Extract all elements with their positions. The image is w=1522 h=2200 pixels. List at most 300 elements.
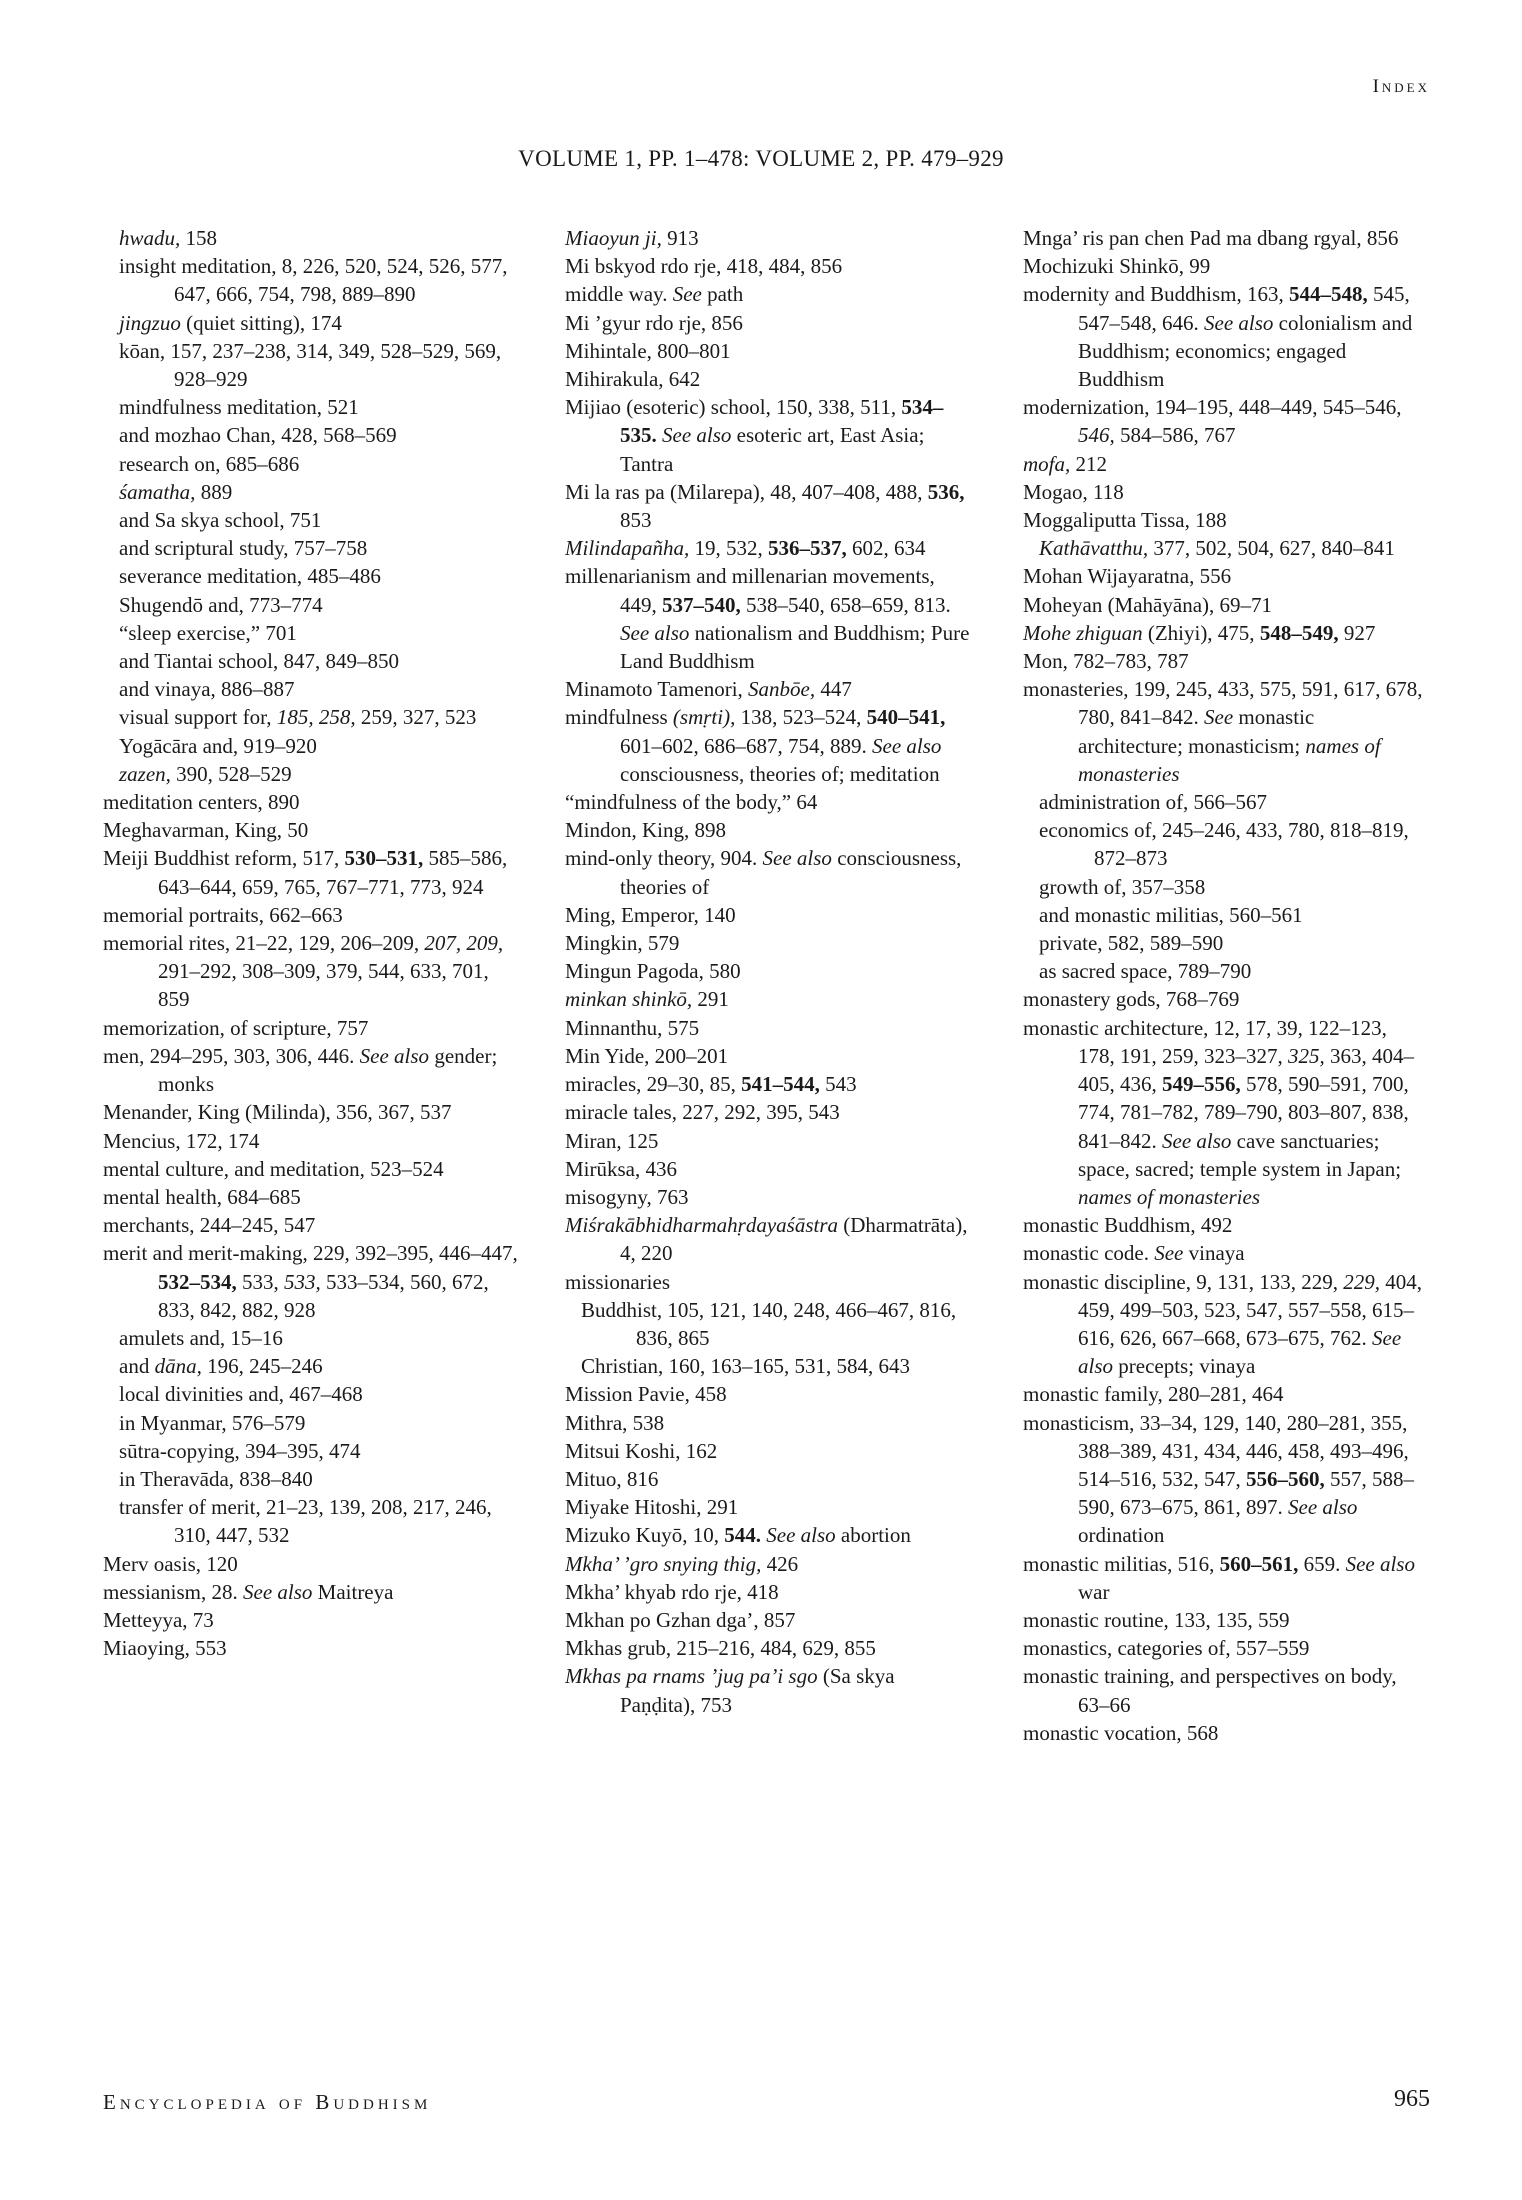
index-text: 185, 258, — [276, 705, 356, 730]
index-text: monastic discipline, 9, 131, 133, 229, — [1023, 1269, 1344, 1294]
index-entry — [1023, 675, 1423, 788]
index-text: Moggaliputta Tissa, 188 — [1023, 508, 1227, 533]
index-text: monastic routine, 133, 135, 559 — [1023, 1607, 1290, 1632]
index-entry — [1023, 1662, 1423, 1718]
index-text: 889 — [195, 479, 233, 504]
index-text: 544–548, — [1289, 282, 1368, 307]
index-text: 601–602, 686–687, 754, 889. — [620, 733, 872, 758]
index-entry — [1023, 985, 1423, 1013]
index-entry — [565, 224, 975, 252]
index-text: Mithra, 538 — [565, 1410, 665, 1435]
index-entry — [565, 1521, 975, 1549]
index-entry — [1023, 1634, 1423, 1662]
index-text: severance meditation, 485–486 — [119, 564, 381, 589]
index-subentry — [103, 619, 523, 647]
index-text: Mirūksa, 436 — [565, 1156, 677, 1181]
index-text: Yogācāra and, 919–920 — [119, 733, 317, 758]
index-text: monastic code. — [1023, 1241, 1155, 1266]
index-text: See also — [1345, 1551, 1415, 1576]
index-text: Mochizuki Shinkō, 99 — [1023, 254, 1211, 279]
index-text: mindfulness meditation, 521 — [119, 395, 359, 420]
index-subentry — [1023, 788, 1423, 816]
index-text: precepts; vinaya — [1113, 1354, 1256, 1379]
index-text: 19, 532, — [689, 536, 768, 561]
index-text: (quiet sitting), 174 — [180, 310, 342, 335]
index-text: growth of, 357–358 — [1039, 874, 1206, 899]
index-entry — [565, 534, 975, 562]
index-entry — [103, 929, 523, 1014]
index-entry — [1023, 619, 1423, 647]
index-entry — [103, 816, 523, 844]
index-text: consciousness, theories of; meditation — [620, 761, 940, 786]
index-text: 546, — [1078, 423, 1115, 448]
index-text: Mituo, 816 — [565, 1466, 659, 1491]
index-text: Mihintale, 800–801 — [565, 338, 731, 363]
index-text: 196, 245–246 — [201, 1354, 323, 1379]
index-entry — [565, 337, 975, 365]
index-entry — [103, 1183, 523, 1211]
index-text: 404, 459, 499–503, 523, 547, 557–558, 615–616, 626, 667–668, 673–675, 762. — [1078, 1269, 1422, 1350]
index-subentry — [103, 591, 523, 619]
index-entry — [565, 1070, 975, 1098]
index-entry — [103, 901, 523, 929]
index-entry — [565, 1437, 975, 1465]
index-entry — [565, 1183, 975, 1211]
index-text: Meiji Buddhist reform, 517, — [103, 846, 345, 871]
index-subentry — [103, 1380, 523, 1408]
index-entry — [1023, 450, 1423, 478]
index-text: transfer of merit, 21–23, 139, 208, 217, 246, 310, 447, 532 — [119, 1495, 492, 1548]
index-text: economics of, 245–246, 433, 780, 818–819, 872–873 — [1039, 818, 1409, 871]
index-entry — [103, 1634, 523, 1662]
index-subentry — [565, 1352, 975, 1380]
index-text: 533–534, 560, 672, 833, 842, 882, 928 — [158, 1269, 489, 1322]
index-text: messianism, 28. — [103, 1579, 243, 1604]
index-text: memorial rites, 21–22, 129, 206–209, — [103, 931, 425, 956]
index-text: Mohan Wijayaratna, 556 — [1023, 564, 1232, 589]
index-text: Ming, Emperor, 140 — [565, 902, 736, 927]
index-text: abortion — [835, 1523, 911, 1548]
index-text: sūtra-copying, 394–395, 474 — [119, 1438, 361, 1463]
index-text: Menander, King (Milinda), 356, 367, 537 — [103, 1100, 452, 1125]
index-text: kōan, 157, 237–238, 314, 349, 528–529, 569, 928–929 — [119, 338, 502, 392]
index-text: 533, — [236, 1269, 284, 1294]
index-entry — [103, 1155, 523, 1183]
index-entry — [565, 1042, 975, 1070]
index-text: ordination — [1078, 1523, 1165, 1548]
index-entry — [1023, 647, 1423, 675]
index-text: dāna, — [154, 1354, 202, 1379]
index-text: 325, — [1288, 1043, 1325, 1068]
index-text: path — [701, 282, 744, 307]
index-text: esoteric art, East Asia; Tantra — [620, 423, 925, 476]
index-text: local divinities and, 467–468 — [119, 1382, 363, 1407]
index-entry — [1023, 393, 1423, 449]
index-text: 426 — [761, 1551, 799, 1576]
index-entry — [565, 1409, 975, 1437]
index-text: Miyake Hitoshi, 291 — [565, 1495, 739, 1520]
index-text: monastic Buddhism, 492 — [1023, 1213, 1233, 1238]
index-subentry — [103, 1409, 523, 1437]
index-text: See also — [1288, 1495, 1358, 1520]
index-text: monastic architecture, 12, 17, 39, 122–123, 178, 191, 259, 323–327, — [1023, 1015, 1387, 1068]
index-text: mindfulness — [565, 705, 673, 730]
index-text: monastic vocation, 568 — [1023, 1720, 1219, 1745]
index-text: Mkhas grub, 215–216, 484, 629, 855 — [565, 1636, 876, 1661]
index-text: (smṛti), — [672, 705, 736, 730]
index-text: See also — [243, 1579, 313, 1604]
running-head: Index — [1372, 76, 1430, 97]
index-entry — [565, 365, 975, 393]
index-text: insight meditation, 8, 226, 520, 524, 526, 577, 647, 666, 754, 798, 889–890 — [119, 254, 508, 307]
index-text: Shugendō and, 773–774 — [119, 592, 323, 617]
index-text: monastic training, and perspectives on body, 63–66 — [1023, 1664, 1397, 1717]
index-text: (Dharmatrāta), 4, 220 — [620, 1213, 968, 1266]
index-text: Mohe zhiguan — [1023, 620, 1143, 645]
index-entry — [565, 703, 975, 788]
index-text: 853 — [620, 508, 652, 533]
index-text: Metteyya, 73 — [103, 1607, 214, 1632]
index-text: 537–540, — [662, 592, 741, 617]
index-text: 447 — [815, 677, 852, 702]
index-text: mental health, 684–685 — [103, 1184, 301, 1209]
index-entry — [1023, 224, 1423, 252]
index-entry — [565, 1098, 975, 1126]
index-entry — [565, 957, 975, 985]
index-text: Mi bskyod rdo rje, 418, 484, 856 — [565, 254, 843, 279]
index-text: 544. — [724, 1523, 761, 1548]
index-subentry — [103, 224, 523, 252]
index-text: See also — [766, 1523, 836, 1548]
index-entry — [565, 562, 975, 675]
index-text: 533, — [284, 1269, 321, 1294]
index-text: See also — [762, 846, 832, 871]
index-entry — [103, 1127, 523, 1155]
index-text: “sleep exercise,” 701 — [119, 620, 297, 645]
index-text: and monastic militias, 560–561 — [1039, 902, 1303, 927]
index-text: miracles, 29–30, 85, — [565, 1072, 742, 1097]
index-text: cave sanctuaries; space, sacred; temple system in Japan; — [1078, 1128, 1402, 1181]
index-text: Maitreya — [312, 1579, 394, 1604]
index-text: minkan shinkō, — [565, 987, 693, 1012]
index-text: Meghavarman, King, 50 — [103, 818, 309, 843]
index-subentry — [103, 562, 523, 590]
index-subentry — [1023, 534, 1423, 562]
index-entry — [565, 1211, 975, 1267]
index-text: 158 — [180, 226, 218, 250]
index-text: śamatha, — [119, 479, 196, 504]
index-text: monasteries, 199, 245, 433, 575, 591, 617, 678, 780, 841–842. — [1023, 677, 1423, 730]
index-subentry — [103, 309, 523, 337]
index-entry — [103, 844, 523, 900]
index-subentry — [1023, 957, 1423, 985]
index-text: Mkhas pa rnams ’jug pa’i sgo — [565, 1664, 818, 1689]
index-text: Mon, 782–783, 787 — [1023, 649, 1189, 674]
index-entry — [103, 1042, 523, 1098]
index-text: 584–586, 767 — [1114, 423, 1236, 448]
index-text: Mi ’gyur rdo rje, 856 — [565, 310, 743, 335]
index-text: Milindapañha, — [565, 536, 690, 561]
index-text: Mkha’ khyab rdo rje, 418 — [565, 1579, 779, 1604]
index-entry — [1023, 591, 1423, 619]
index-text: 536–537, — [768, 536, 847, 561]
index-column-1 — [103, 224, 523, 1662]
index-subentry — [103, 506, 523, 534]
index-text: 602, 634 — [846, 536, 926, 561]
index-text: miracle tales, 227, 292, 395, 543 — [565, 1100, 840, 1125]
index-entry — [1023, 1239, 1423, 1267]
index-subentry — [103, 534, 523, 562]
index-entry — [565, 1606, 975, 1634]
index-text: consciousness, theories of — [620, 846, 962, 899]
index-entry — [565, 1465, 975, 1493]
index-text: as sacred space, 789–790 — [1039, 959, 1252, 984]
index-subentry — [103, 760, 523, 788]
index-entry — [565, 252, 975, 280]
index-text: 138, 523–524, — [735, 705, 867, 730]
index-text: 557, 588–590, 673–675, 861, 897. — [1078, 1466, 1414, 1520]
index-text: 212 — [1070, 451, 1107, 476]
index-subentry — [103, 1493, 523, 1549]
index-text: 543 — [819, 1072, 857, 1097]
index-text: 541–544, — [741, 1072, 820, 1097]
index-text: Mizuko Kuyō, 10, — [565, 1523, 725, 1548]
index-text: Mission Pavie, 458 — [565, 1382, 727, 1407]
index-text: 536, — [927, 479, 965, 504]
index-text: gender; monks — [158, 1043, 498, 1097]
index-text: Mihirakula, 642 — [565, 367, 701, 392]
index-text: 585–586, 643–644, 659, 765, 767–771, 773, 924 — [158, 846, 508, 899]
index-text: See — [1204, 705, 1234, 730]
index-text: mental culture, and meditation, 523–524 — [103, 1156, 444, 1181]
index-entry — [565, 901, 975, 929]
index-text: 377, 502, 504, 627, 840–841 — [1148, 536, 1395, 561]
index-entry — [1023, 506, 1423, 534]
index-subentry — [103, 1324, 523, 1352]
index-entry — [565, 1155, 975, 1183]
index-subentry — [103, 450, 523, 478]
index-text: 556–560, — [1246, 1466, 1325, 1491]
index-subentry — [103, 1465, 523, 1493]
index-column-2 — [565, 224, 975, 1719]
index-entry — [565, 1014, 975, 1042]
index-text: war — [1078, 1579, 1110, 1604]
index-text: Moheyan (Mahāyāna), 69–71 — [1023, 592, 1273, 617]
index-text: Mijiao (esoteric) school, 150, 338, 511, — [565, 395, 902, 420]
index-entry — [1023, 1409, 1423, 1550]
index-subentry — [103, 1437, 523, 1465]
index-entry — [565, 478, 975, 534]
index-text: Mkha’ ’gro snying thig, — [565, 1551, 762, 1576]
index-text: See also — [662, 423, 732, 448]
index-text: nationalism and Buddhism; Pure Land Buddhism — [620, 620, 970, 674]
index-entry — [103, 1550, 523, 1578]
index-entry — [565, 1127, 975, 1155]
index-text: Minnanthu, 575 — [565, 1015, 700, 1040]
index-text: 927 — [1338, 620, 1376, 645]
index-column-3 — [1023, 224, 1423, 1747]
index-entry — [1023, 252, 1423, 280]
index-text: 229, — [1343, 1269, 1380, 1294]
index-subentry — [103, 421, 523, 449]
index-entry — [103, 1606, 523, 1634]
index-text: Mkhan po Gzhan dga’, 857 — [565, 1607, 796, 1632]
index-entry — [565, 1268, 975, 1296]
index-text: See — [1154, 1241, 1184, 1266]
index-text: Mnga’ ris pan chen Pad ma dbang rgyal, 856 — [1023, 226, 1399, 250]
index-text: monastic architecture; monasticism; — [1078, 705, 1315, 758]
index-text: Merv oasis, 120 — [103, 1551, 238, 1576]
index-subentry — [103, 703, 523, 731]
index-entry — [565, 788, 975, 816]
index-entry — [103, 788, 523, 816]
index-text: (Sa skya Paṇḍita), 753 — [620, 1664, 895, 1717]
index-text: 532–534, — [158, 1269, 237, 1294]
index-text: See also — [872, 733, 942, 758]
index-entry — [1023, 1606, 1423, 1634]
index-text: 291 — [692, 987, 729, 1012]
index-text: 540–541, — [866, 705, 946, 730]
index-entry — [1023, 478, 1423, 506]
index-text: Minamoto Tamenori, — [565, 677, 749, 702]
index-text: private, 582, 589–590 — [1039, 931, 1224, 956]
index-entry — [565, 985, 975, 1013]
index-text: men, 294–295, 303, 306, 446. — [103, 1043, 360, 1068]
index-text: Mi la ras pa (Milarepa), 48, 407–408, 488, — [565, 479, 928, 504]
index-text: Mencius, 172, 174 — [103, 1128, 260, 1153]
index-text: Christian, 160, 163–165, 531, 584, 643 — [581, 1354, 910, 1379]
index-text: Mindon, King, 898 — [565, 818, 727, 843]
index-text: 291–292, 308–309, 379, 544, 633, 701, 859 — [158, 959, 489, 1012]
index-text: 548–549, — [1259, 620, 1339, 645]
index-text: See also — [1078, 1325, 1402, 1379]
index-subentry — [103, 647, 523, 675]
index-entry — [1023, 1550, 1423, 1606]
index-text: names of monasteries — [1078, 733, 1381, 786]
index-entry — [565, 1493, 975, 1521]
index-entry — [1023, 562, 1423, 590]
index-text: research on, 685–686 — [119, 451, 300, 476]
index-text: amulets and, 15–16 — [119, 1325, 283, 1350]
index-text: monastic family, 280–281, 464 — [1023, 1382, 1284, 1407]
index-text: merchants, 244–245, 547 — [103, 1213, 316, 1238]
index-text: and scriptural study, 757–758 — [119, 536, 368, 561]
index-entry — [565, 1578, 975, 1606]
index-text: 363, 404–405, 436, — [1078, 1043, 1414, 1097]
index-text: 659. — [1298, 1551, 1346, 1576]
index-subentry — [103, 1352, 523, 1380]
index-text: millenarianism and millenarian movements, 449, — [565, 564, 935, 617]
index-text: in Myanmar, 576–579 — [119, 1410, 306, 1435]
index-text: Sanbōe, — [748, 677, 816, 702]
index-subentry — [565, 1296, 975, 1352]
index-entry — [1023, 1014, 1423, 1211]
index-subentry — [103, 675, 523, 703]
index-entry — [103, 1014, 523, 1042]
index-text: 549–556, — [1162, 1072, 1241, 1097]
index-text: and vinaya, 886–887 — [119, 677, 295, 702]
index-text: 207, 209, — [424, 931, 504, 956]
index-entry — [565, 929, 975, 957]
index-entry — [565, 393, 975, 478]
index-subentry — [1023, 816, 1423, 872]
index-text: Miran, 125 — [565, 1128, 659, 1153]
index-text: and — [119, 1354, 155, 1379]
index-text: See also — [359, 1043, 430, 1068]
index-text: “mindfulness of the body,” 64 — [565, 790, 818, 815]
index-text: memorial portraits, 662–663 — [103, 902, 343, 927]
index-text: 534–535. — [620, 395, 944, 448]
index-text: monastery gods, 768–769 — [1023, 987, 1240, 1012]
index-entry — [565, 309, 975, 337]
index-text: jingzuo — [119, 310, 181, 335]
index-subentry — [103, 393, 523, 421]
index-text: vinaya — [1183, 1241, 1245, 1266]
index-text: Mitsui Koshi, 162 — [565, 1438, 718, 1463]
index-entry — [103, 1098, 523, 1126]
index-text: mofa, — [1023, 451, 1071, 476]
index-entry — [1023, 280, 1423, 393]
index-entry — [565, 1550, 975, 1578]
index-text: Miśrakābhidharmahṛdayaśāstra — [565, 1213, 839, 1238]
index-text: and mozhao Chan, 428, 568–569 — [119, 423, 397, 448]
index-text: and Tiantai school, 847, 849–850 — [119, 649, 400, 674]
index-text: Mingkin, 579 — [565, 931, 680, 956]
index-text: Miaoying, 553 — [103, 1636, 227, 1661]
index-text: middle way. — [565, 282, 673, 307]
index-text: See also — [1162, 1128, 1232, 1153]
index-text: Mingun Pagoda, 580 — [565, 959, 741, 984]
page-number: 965 — [1394, 2086, 1430, 2112]
index-text: meditation centers, 890 — [103, 790, 300, 815]
index-text: Min Yide, 200–201 — [565, 1043, 729, 1068]
index-entry — [565, 675, 975, 703]
index-subentry — [103, 252, 523, 308]
index-text: 530–531, — [344, 846, 424, 871]
index-text: See also — [620, 620, 690, 645]
index-text: modernization, 194–195, 448–449, 545–546, — [1023, 395, 1402, 420]
index-text: monastic militias, 516, — [1023, 1551, 1220, 1576]
index-entry — [1023, 1268, 1423, 1381]
index-entry — [1023, 1211, 1423, 1239]
index-text: See also — [1204, 310, 1274, 335]
index-entry — [565, 280, 975, 308]
index-text: 545, 547–548, 646. — [1078, 282, 1410, 335]
index-entry — [1023, 1380, 1423, 1408]
index-text: names of monasteries — [1078, 1184, 1260, 1209]
index-subentry — [1023, 873, 1423, 901]
index-entry — [565, 1380, 975, 1408]
index-text: modernity and Buddhism, 163, — [1023, 282, 1289, 307]
index-text: See — [672, 282, 702, 307]
index-text: visual support for, — [119, 705, 277, 730]
index-text: Mogao, 118 — [1023, 479, 1124, 504]
index-entry — [565, 1634, 975, 1662]
index-subentry — [103, 337, 523, 393]
index-entry — [1023, 1719, 1423, 1747]
volume-range-line: VOLUME 1, PP. 1–478: VOLUME 2, PP. 479–929 — [518, 146, 1004, 171]
index-text: administration of, 566–567 — [1039, 790, 1268, 815]
index-text: Miaoyun ji, — [565, 226, 662, 250]
index-text: 390, 528–529 — [170, 761, 292, 786]
index-text: 538–540, 658–659, 813. — [740, 592, 951, 617]
index-text: monasticism, 33–34, 129, 140, 280–281, 355, 388–389, 431, 434, 446, 458, 493–496, 514–516, 532, 547, — [1023, 1410, 1409, 1491]
index-text: zazen, — [119, 761, 171, 786]
index-subentry — [103, 732, 523, 760]
index-text: memorization, of scripture, 757 — [103, 1015, 369, 1040]
index-text: 560–561, — [1219, 1551, 1299, 1576]
footer-book-title: Encyclopedia of Buddhism — [103, 2090, 432, 2114]
